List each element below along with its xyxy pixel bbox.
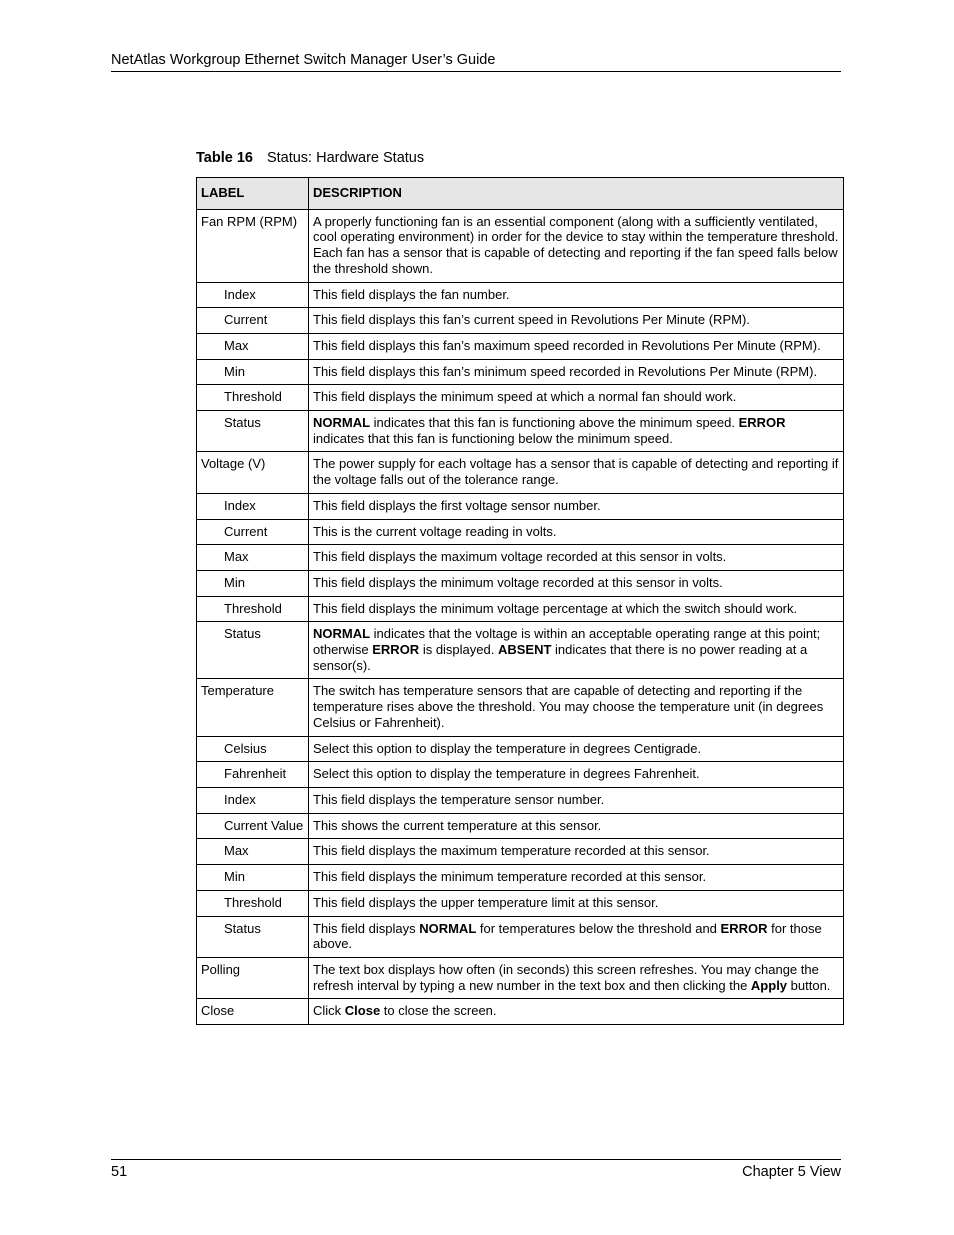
table-row [197,890,844,916]
row-description [309,865,844,891]
table-row [197,385,844,411]
page-footer [111,1159,841,1181]
hardware-status-table [196,177,844,1025]
description-text: This field displays the minimum temperature recorded at this sensor. [313,869,707,885]
description-text: for those above. [313,920,822,952]
row-description [309,679,844,736]
row-label: Voltage (V) [197,452,309,493]
description-keyword: ABSENT [497,642,552,658]
document-title: NetAtlas Workgroup Ethernet Switch Manager User’s Guide [111,52,496,68]
row-label: Min [197,570,309,596]
table-row [197,839,844,865]
row-label: Threshold [197,596,309,622]
description-text: This field displays the first voltage sensor number. [313,497,601,513]
table-row [197,736,844,762]
row-label: Min [197,359,309,385]
page-number: 51 [111,1164,128,1180]
row-label: Current [197,519,309,545]
row-description [309,957,844,998]
table-row [197,916,844,957]
table-number: Table 16 [196,150,253,166]
table-row [197,519,844,545]
description-keyword: ERROR [738,415,786,431]
row-label: Fahrenheit [197,762,309,788]
row-description [309,736,844,762]
description-text: This field displays this fan’s minimum speed recorded in Revolutions Per Minute (RPM). [313,363,818,379]
row-description [309,890,844,916]
table-row [197,787,844,813]
row-description [309,385,844,411]
description-keyword: NORMAL [313,626,371,642]
row-label: Current [197,308,309,334]
description-text: The power supply for each voltage has a sensor that is capable of detecting and reporting if the voltage falls out of the tolerance range. [313,456,839,488]
table-row [197,493,844,519]
table-row [197,622,844,679]
row-description [309,762,844,788]
description-text: This field displays this fan’s maximum speed recorded in Revolutions Per Minute (RPM). [313,337,821,353]
description-text: Click [313,1003,345,1019]
row-label: Status [197,916,309,957]
table-row [197,865,844,891]
row-label: Status [197,622,309,679]
description-text: is displayed. [419,642,498,658]
description-text: This field displays the minimum speed at which a normal fan should work. [313,389,737,405]
table-row [197,545,844,571]
description-keyword: Close [344,1003,381,1019]
table-row [197,359,844,385]
description-text: This field displays [313,920,420,936]
table-row [197,570,844,596]
table-row [197,999,844,1025]
row-label: Max [197,333,309,359]
description-text: indicates that this fan is functioning above the minimum speed. [370,415,739,431]
table-row [197,308,844,334]
row-description [309,519,844,545]
description-text: indicates that this fan is functioning below the minimum speed. [313,430,673,446]
description-text: button. [787,977,831,993]
description-text: This field displays the upper temperature limit at this sensor. [313,894,659,910]
description-text: This field displays the maximum voltage recorded at this sensor in volts. [313,549,727,565]
description-text: The switch has temperature sensors that are capable of detecting and reporting if the temperature rises above the threshold. You may choose the temperature unit (in degrees Celsius or Fahrenheit). [313,683,824,730]
row-label: Current Value [197,813,309,839]
row-description [309,570,844,596]
chapter-title: Chapter 5 View [742,1164,841,1180]
table-row [197,411,844,452]
row-description [309,452,844,493]
row-label: Close [197,999,309,1025]
description-text: This field displays the maximum temperature recorded at this sensor. [313,843,710,859]
description-keyword: ERROR [372,642,420,658]
table-row [197,452,844,493]
description-text: This field displays the temperature sensor number. [313,791,605,807]
row-label: Max [197,839,309,865]
table-header-row [197,178,844,210]
table-caption [196,149,424,167]
description-text: for temperatures below the threshold and [476,920,721,936]
row-label: Index [197,493,309,519]
row-label: Polling [197,957,309,998]
table-row [197,679,844,736]
description-text: Select this option to display the temperature in degrees Fahrenheit. [313,766,700,782]
description-text: This field displays the minimum voltage recorded at this sensor in volts. [313,574,723,590]
row-description [309,545,844,571]
row-description [309,916,844,957]
row-description [309,411,844,452]
description-text: This is the current voltage reading in volts. [313,523,557,539]
column-header-description: DESCRIPTION [309,178,844,210]
row-description [309,493,844,519]
row-description [309,282,844,308]
table-body [197,209,844,1024]
table-row [197,209,844,282]
row-description [309,359,844,385]
table-row [197,957,844,998]
description-text: This shows the current temperature at this sensor. [313,817,602,833]
row-description [309,999,844,1025]
row-label: Max [197,545,309,571]
row-label: Celsius [197,736,309,762]
description-text: indicates that the voltage is within an acceptable operating range at this point; otherwise [313,626,821,658]
row-label: Fan RPM (RPM) [197,209,309,282]
row-label: Min [197,865,309,891]
table-row [197,333,844,359]
row-label: Status [197,411,309,452]
description-keyword: NORMAL [419,920,477,936]
description-text: The text box displays how often (in seconds) this screen refreshes. You may change the refresh interval by typing a new number in the text box and then clicking the [313,961,819,993]
row-label: Threshold [197,890,309,916]
description-keyword: ERROR [720,920,768,936]
description-text: Select this option to display the temperature in degrees Centigrade. [313,740,702,756]
row-description [309,839,844,865]
row-description [309,333,844,359]
row-description [309,813,844,839]
description-text: This field displays the fan number. [313,286,510,302]
description-text: A properly functioning fan is an essential component (along with a sufficiently ventilated, cool operating environment) in order for the device to stay within the temperature threshold. Each fan has a sensor that is capable of detecting and reporting if the fan speed falls below the threshold shown. [313,213,839,276]
description-text: This field displays the minimum voltage percentage at which the switch should work. [313,600,798,616]
description-keyword: NORMAL [313,415,371,431]
table-row [197,596,844,622]
table-title: Status: Hardware Status [266,150,425,166]
table-row [197,282,844,308]
row-description [309,209,844,282]
table-row [197,762,844,788]
row-description [309,787,844,813]
row-description [309,596,844,622]
row-label: Temperature [197,679,309,736]
row-label: Index [197,787,309,813]
row-description [309,308,844,334]
description-text: to close the screen. [380,1003,497,1019]
row-description [309,622,844,679]
column-header-label: LABEL [197,178,309,210]
description-keyword: Apply [750,977,788,993]
page-header [111,51,841,72]
table-row [197,813,844,839]
row-label: Threshold [197,385,309,411]
description-text: indicates that there is no power reading at a sensor(s). [313,642,808,673]
row-label: Index [197,282,309,308]
description-text: This field displays this fan’s current speed in Revolutions Per Minute (RPM). [313,312,750,328]
